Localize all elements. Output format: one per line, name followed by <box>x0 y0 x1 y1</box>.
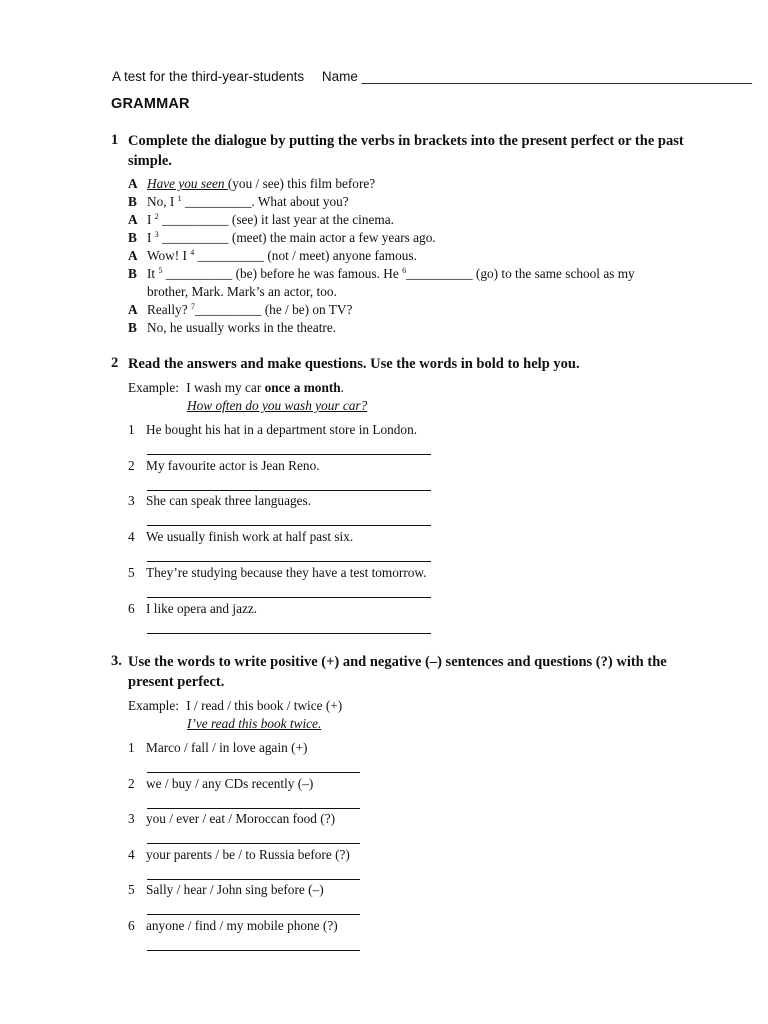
q3-instruction: Use the words to write positive (+) and negative (–) sentences and questions (?) with the present perfect. <box>128 654 667 690</box>
answer-line[interactable] <box>147 525 431 526</box>
item-number: 3 <box>128 493 135 508</box>
q3-example-answer: I’ve read this book twice. <box>187 716 322 731</box>
answer-line[interactable] <box>147 490 431 491</box>
dialogue-line <box>147 284 337 300</box>
line-text: No, he usually works in the theatre. <box>147 320 337 335</box>
q2-example-answer: How often do you wash your car? <box>187 398 368 413</box>
item-number: 6 <box>128 918 135 933</box>
speaker-label: B <box>128 194 137 209</box>
item-number: 2 <box>128 776 135 791</box>
item-number: 1 <box>128 422 135 437</box>
list-item <box>128 918 338 934</box>
q2-instruction: Read the answers and make questions. Use the words in bold to help you. <box>128 356 580 372</box>
gap-number: 7 <box>190 302 195 311</box>
item-text: She can speak three languages. <box>146 493 312 508</box>
list-item <box>128 776 313 792</box>
line-text: brother, Mark. Mark’s an actor, too. <box>147 284 337 299</box>
item-text: I like opera and jazz. <box>146 601 258 616</box>
example-answer: Have you seen <box>147 176 228 191</box>
q1-number: 1 <box>111 132 119 148</box>
item-text: We usually finish work at half past six. <box>146 529 354 544</box>
answer-line[interactable] <box>147 561 431 562</box>
q2-example <box>128 380 344 396</box>
test-title: A test for the third-year-students <box>112 69 305 84</box>
speaker-label: B <box>128 320 137 335</box>
example-text: I wash my car <box>186 380 265 395</box>
gap-number: 6 <box>402 266 407 275</box>
list-item <box>128 493 311 509</box>
speaker-label: B <box>128 230 137 245</box>
line-text: (you / see) this film before? <box>227 176 376 191</box>
list-item <box>128 601 257 617</box>
answer-line[interactable] <box>147 454 431 455</box>
q3-number: 3. <box>111 653 122 669</box>
item-text: your parents / be / to Russia before (?) <box>146 847 350 862</box>
list-item <box>128 529 353 545</box>
line-text: __________ (meet) the main actor a few years ago. <box>158 230 436 245</box>
name-field-label: Name ____________________________________________________ <box>321 69 753 84</box>
answer-line[interactable] <box>147 633 431 634</box>
line-text: __________ (go) to the same school as my <box>406 266 635 281</box>
line-text: It <box>147 266 159 281</box>
line-text: __________ (be) before he was famous. He <box>162 266 403 281</box>
gap-number: 4 <box>190 248 195 257</box>
line-text: __________. What about you? <box>181 194 349 209</box>
item-text: you / ever / eat / Moroccan food (?) <box>146 811 336 826</box>
gap-number: 5 <box>158 266 163 275</box>
item-number: 3 <box>128 811 135 826</box>
dialogue-line <box>128 212 394 228</box>
example-bold-words: once a month <box>264 380 341 395</box>
item-text: They’re studying because they have a test tomorrow. <box>146 565 427 580</box>
item-text: anyone / find / my mobile phone (?) <box>146 918 338 933</box>
line-text: Really? <box>147 302 191 317</box>
gap-number: 2 <box>154 212 159 221</box>
dialogue-line <box>128 320 336 336</box>
dialogue-line <box>128 248 417 264</box>
list-item <box>128 422 417 438</box>
q1-instruction: Complete the dialogue by putting the verbs in brackets into the present perfect or the past simple. <box>128 133 684 169</box>
test-header <box>112 69 752 84</box>
dialogue-line <box>128 176 375 192</box>
speaker-label: A <box>128 212 138 227</box>
line-text: I <box>147 212 155 227</box>
line-text: __________ (he / be) on TV? <box>194 302 353 317</box>
item-number: 4 <box>128 847 135 862</box>
list-item <box>128 458 320 474</box>
line-text: __________ (not / meet) anyone famous. <box>194 248 417 263</box>
list-item <box>128 811 335 827</box>
example-text: I / read / this book / twice (+) <box>186 698 343 713</box>
line-text: Wow! I <box>147 248 191 263</box>
list-item <box>128 882 324 898</box>
answer-line[interactable] <box>147 914 360 915</box>
list-item <box>128 847 350 863</box>
dialogue-line <box>128 230 436 246</box>
list-item <box>128 565 427 581</box>
list-item <box>128 740 307 756</box>
answer-line[interactable] <box>147 772 360 773</box>
section-title: GRAMMAR <box>111 96 190 112</box>
line-text: No, I <box>147 194 178 209</box>
item-text: Marco / fall / in love again (+) <box>146 740 308 755</box>
line-text: __________ (see) it last year at the cinema. <box>158 212 394 227</box>
example-label: Example: <box>128 380 179 395</box>
answer-line[interactable] <box>147 950 360 951</box>
item-text: we / buy / any CDs recently (–) <box>146 776 314 791</box>
item-number: 1 <box>128 740 135 755</box>
dialogue-line <box>128 194 349 210</box>
dialogue-line <box>128 302 352 318</box>
item-number: 5 <box>128 565 135 580</box>
answer-line[interactable] <box>147 597 431 598</box>
item-text: My favourite actor is Jean Reno. <box>146 458 320 473</box>
line-text: I <box>147 230 155 245</box>
speaker-label: A <box>128 302 138 317</box>
item-text: He bought his hat in a department store in London. <box>146 422 418 437</box>
item-number: 2 <box>128 458 135 473</box>
speaker-label: A <box>128 176 138 191</box>
dialogue-line <box>128 266 635 282</box>
answer-line[interactable] <box>147 808 360 809</box>
item-number: 5 <box>128 882 135 897</box>
q2-number: 2 <box>111 355 119 371</box>
answer-line[interactable] <box>147 879 360 880</box>
gap-number: 1 <box>177 194 182 203</box>
gap-number: 3 <box>154 230 159 239</box>
example-label: Example: <box>128 698 179 713</box>
speaker-label: B <box>128 266 137 281</box>
speaker-label: A <box>128 248 138 263</box>
q3-example <box>128 698 342 714</box>
answer-line[interactable] <box>147 843 360 844</box>
item-text: Sally / hear / John sing before (–) <box>146 882 324 897</box>
example-punct: . <box>340 380 344 395</box>
item-number: 6 <box>128 601 135 616</box>
item-number: 4 <box>128 529 135 544</box>
